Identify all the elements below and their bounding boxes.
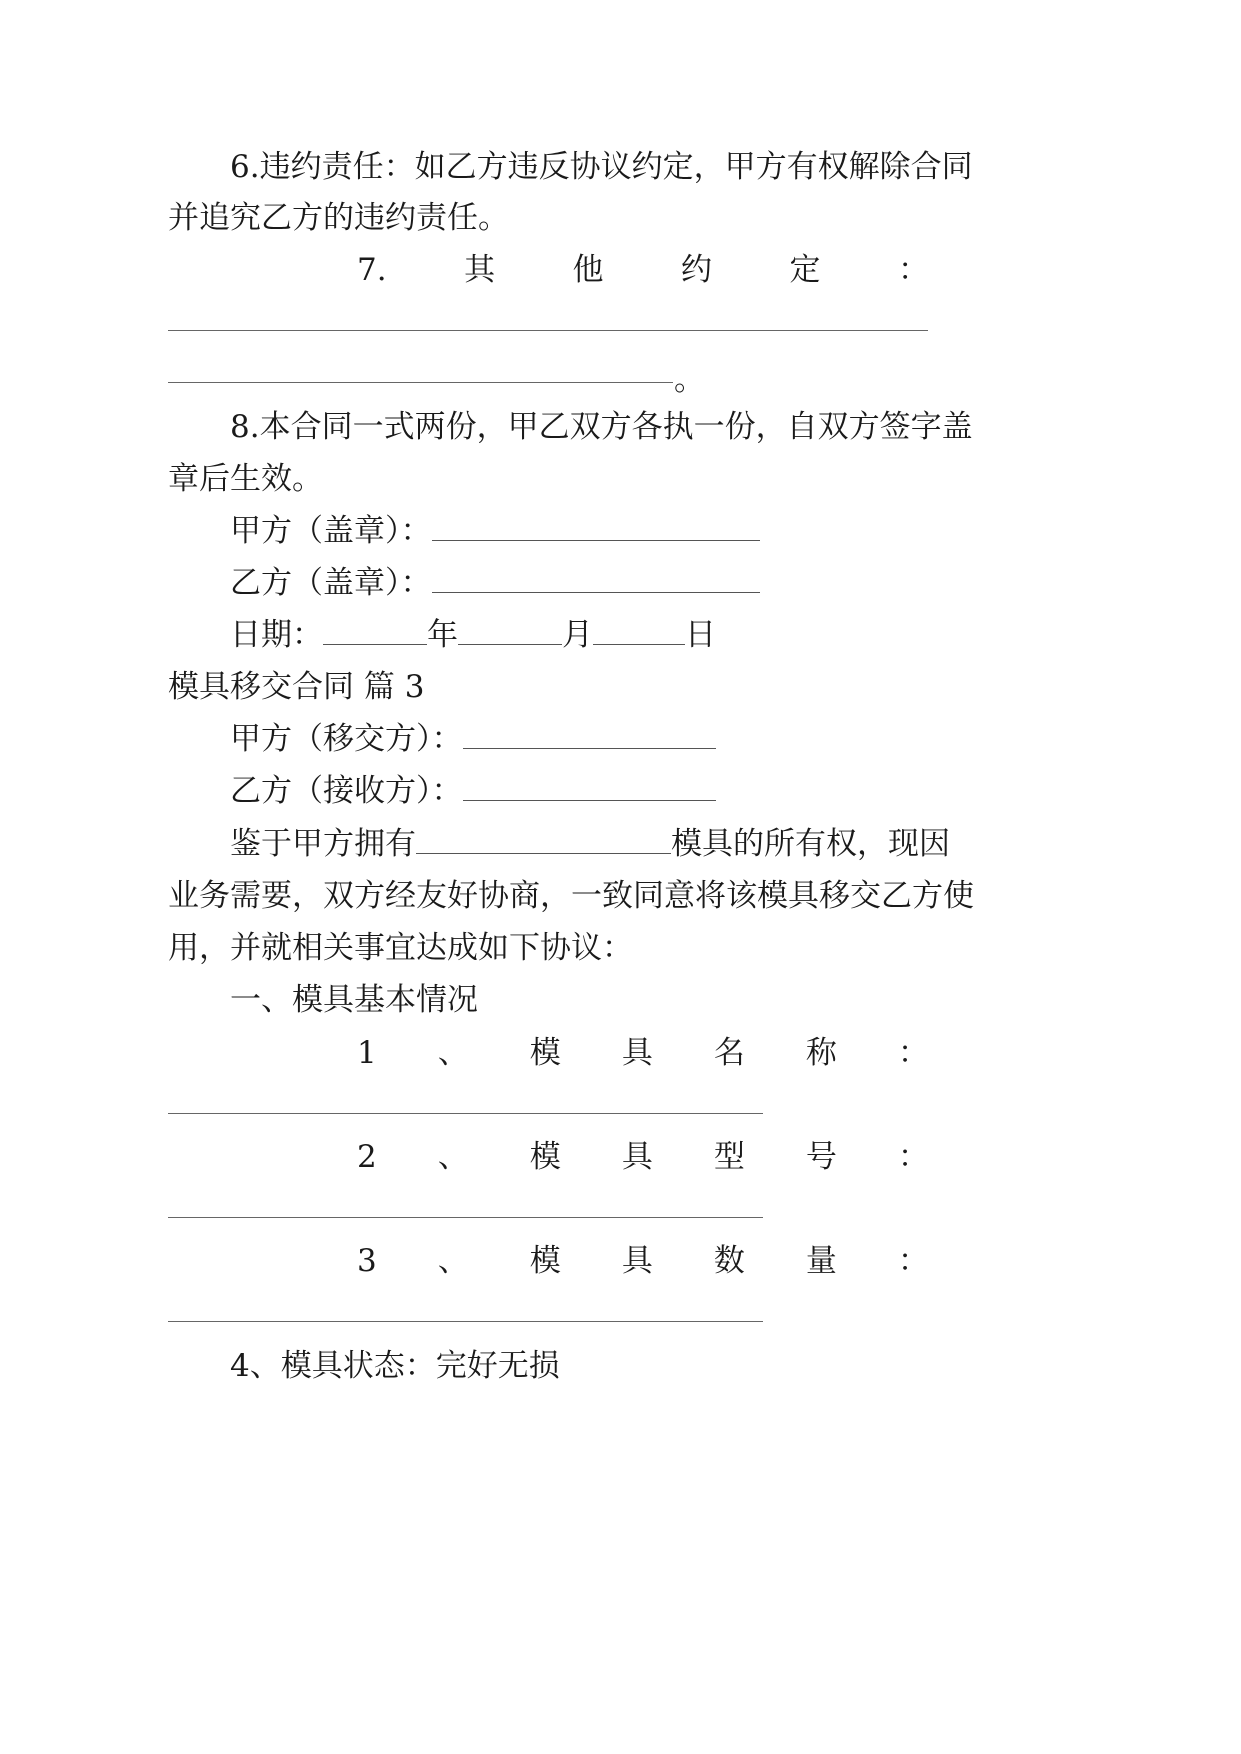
item-3-number: 3 [357,1243,377,1279]
party-a-seal-field[interactable] [432,516,760,541]
day-label: 日 [685,617,716,653]
month-field[interactable] [458,620,562,645]
item-1-number: 1 [357,1035,377,1071]
clause-7-heading [357,250,929,290]
item-3-heading [357,1241,929,1281]
clause-7-char: 其 [464,252,496,288]
item-2-char: 号 [805,1139,837,1175]
item-3-char: 模 [529,1243,561,1279]
clause-8-line-2: 章后生效。 [168,461,323,497]
item-2-number: 2 [357,1139,377,1175]
receiver-field[interactable] [463,776,716,801]
year-label: 年 [427,617,458,653]
party-b-seal-label: 乙方（盖章）： [230,565,432,601]
item-3-char: 、 [437,1243,469,1279]
item-2-char: 模 [529,1139,561,1175]
party-a-seal-row [230,511,760,551]
item-4: 4、模具状态：完好无损 [230,1348,560,1384]
item-3-char: 数 [713,1243,745,1279]
intro-line-3: 用，并就相关事宜达成如下协议： [168,930,633,966]
section-title: 模具移交合同 篇 3 [168,669,425,705]
clause-7-char: 他 [572,252,604,288]
item-1-char: 模 [529,1035,561,1071]
intro-line-2: 业务需要，双方经友好协商，一致同意将该模具移交乙方使 [168,878,974,914]
item-1-blank-line [168,1113,763,1114]
item-2-char: 型 [713,1139,745,1175]
day-field[interactable] [593,620,685,645]
item-3-char: 具 [621,1243,653,1279]
item-3-char: 量 [805,1243,837,1279]
item-2-blank-line [168,1217,763,1218]
year-field[interactable] [323,620,427,645]
date-label: 日期： [230,617,323,653]
receiver-label: 乙方（接收方）： [230,773,463,809]
clause-7-blank-line-1 [168,330,928,331]
item-2-colon: ： [897,1139,929,1175]
transferor-field[interactable] [463,724,716,749]
clause-7-blank-line-2 [168,382,673,383]
item-3-colon: ： [897,1243,929,1279]
date-row [230,615,716,655]
intro-prefix: 鉴于甲方拥有 [230,826,416,862]
clause-6-line-1: 6.违约责任：如乙方违反协议约定，甲方有权解除合同 [230,149,973,185]
party-b-seal-row [230,563,760,603]
clause-7-colon: ： [898,252,929,288]
clause-7-end-mark: 。 [674,362,705,398]
transferor-label: 甲方（移交方）： [230,721,463,757]
intro-suffix: 模具的所有权，现因 [671,826,950,862]
clause-7-char: 定 [789,252,821,288]
item-2-char: 、 [437,1139,469,1175]
item-2-char: 具 [621,1139,653,1175]
item-1-colon: ： [897,1035,929,1071]
mold-owner-field[interactable] [416,829,671,854]
clause-8-line-1: 8.本合同一式两份，甲乙双方各执一份，自双方签字盖 [230,409,973,445]
receiver-row [230,771,716,811]
clause-7-char: 约 [681,252,713,288]
month-label: 月 [562,617,593,653]
party-a-seal-label: 甲方（盖章）： [230,513,432,549]
item-1-char: 、 [437,1035,469,1071]
heading-basic-info: 一、模具基本情况 [230,982,478,1018]
item-2-heading [357,1137,929,1177]
item-3-blank-line [168,1321,763,1322]
party-b-seal-field[interactable] [432,568,760,593]
item-1-char: 名 [713,1035,745,1071]
transferor-row [230,719,716,759]
item-1-char: 称 [805,1035,837,1071]
item-1-char: 具 [621,1035,653,1071]
intro-line-1 [230,824,950,864]
item-1-heading [357,1033,929,1073]
clause-7-number: 7. [357,252,387,288]
clause-6-line-2: 并追究乙方的违约责任。 [168,200,509,236]
